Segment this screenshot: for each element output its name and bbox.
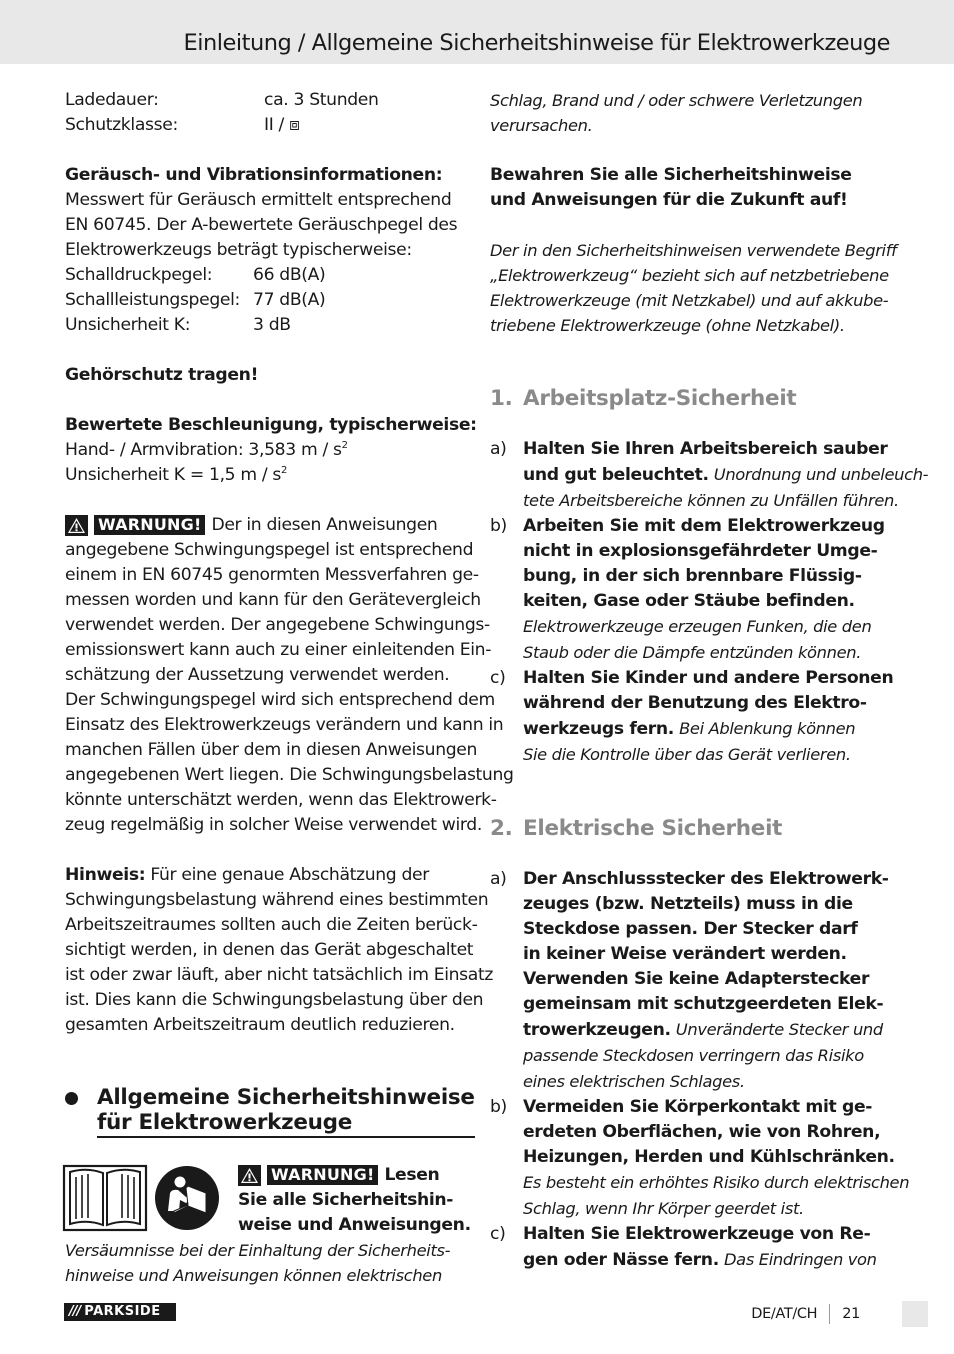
list-item-line [523, 992, 890, 1017]
list-item-line [523, 564, 890, 589]
bold-text: Halten Sie Ihren Arbeitsbereich sauber [523, 439, 888, 459]
text-line: angegebenen Wert liegen. Die Schwingungsbelastung [65, 765, 514, 785]
text-line: einem in EN 60745 genormten Messverfahren ge- [65, 565, 479, 585]
list-item-body [523, 1222, 890, 1273]
text-line: Schwingungsbelastung während eines bestimmten [65, 890, 489, 910]
spec-key: Unsicherheit K: [65, 315, 191, 335]
list-item-line [523, 640, 890, 666]
acceleration-heading: Bewertete Beschleunigung, typischerweise: [65, 415, 477, 435]
hint-paragraph [65, 888, 494, 1038]
spec-key: Schutzklasse: [65, 115, 178, 135]
bold-text: Steckdose passen. Der Stecker darf [523, 919, 858, 939]
list-item-line [523, 1247, 890, 1273]
bullet-dot [65, 1092, 78, 1105]
bold-text: Halten Sie Elektrowerkzeuge von Re- [523, 1224, 871, 1244]
text-line: Schlag, Brand und / oder schwere Verletzungen [490, 91, 863, 110]
spec-key: Schalldruckpegel: [65, 265, 213, 285]
list-item-label: b) [490, 516, 507, 536]
spec-value: 77 dB(A) [253, 290, 326, 310]
text-line: manchen Fällen über dem in diesen Anweisungen [65, 740, 478, 760]
text-line: Elektrowerkzeugs beträgt typischerweise: [65, 240, 412, 260]
list-item-body [523, 1095, 909, 1222]
workplace-safety-list [490, 437, 929, 768]
text-line: und Anweisungen für die Zukunft auf! [490, 190, 848, 210]
text-line: gesamten Arbeitszeitraum deutlich reduzieren. [65, 1015, 455, 1035]
parkside-logo: /// PARKSIDE [64, 1303, 176, 1321]
list-item-line [523, 1095, 909, 1120]
list-item [490, 666, 894, 768]
list-item-line [523, 1170, 909, 1196]
warning-paragraph-first: WARNUNG! Der in diesen Anweisungen [65, 513, 465, 538]
noise-values [65, 263, 465, 338]
list-item [490, 514, 890, 666]
section-heading-line1: Allgemeine Sicherheitshinweise [97, 1085, 475, 1110]
keep-instructions [490, 163, 890, 213]
list-item-line [523, 488, 928, 514]
hand-arm-vibration: Hand- / Armvibration: 3,583 m / $s^2$ [65, 440, 348, 460]
spec-key: Schallleistungspegel: [65, 290, 240, 310]
text-line: ist oder zwar läuft, aber nicht tatsächlich im Einsatz [65, 965, 494, 985]
italic-text: Unordnung und unbeleuch- [713, 465, 929, 484]
italic-text: Elektrowerkzeuge erzeugen Funken, die den [523, 617, 872, 636]
list-item-label: c) [490, 1224, 506, 1244]
bold-text: bung, in der sich brennbare Flüssig- [523, 566, 862, 586]
list-item-line [523, 1043, 890, 1069]
read-manual-icon [155, 1166, 219, 1230]
hint-paragraph-first: Hinweis: Für eine genaue Abschätzung der [65, 865, 429, 885]
spec-row [65, 88, 465, 113]
spec-value: 66 dB(A) [253, 265, 326, 285]
warning-label: WARNUNG! [267, 1165, 378, 1185]
region-codes: DE/AT/CH [751, 1306, 818, 1322]
spec-list [65, 88, 465, 138]
list-item-line [523, 539, 890, 564]
list-item [490, 1222, 890, 1273]
list-item-line [523, 1145, 909, 1170]
bold-text: gen oder Nässe fern. [523, 1250, 719, 1270]
page-title: Einleitung / Allgemeine Sicherheitshinweise für Elektrowerkzeuge [183, 30, 890, 56]
list-item-line [523, 742, 893, 768]
text-line: zeug regelmäßig in solcher Weise verwendet wird. [65, 815, 482, 835]
bold-text: Halten Sie Kinder und andere Personen [523, 668, 894, 688]
spec-value: 3 dB [253, 315, 291, 335]
spec-row [65, 313, 465, 338]
text-line: könnte unterschätzt werden, wenn das Elektrowerk- [65, 790, 497, 810]
page-number: 21 [842, 1306, 860, 1322]
text-line: Arbeitszeitraumes sollten auch die Zeiten berück- [65, 915, 478, 935]
list-item-line [523, 1120, 909, 1145]
italic-text: Staub oder die Dämpfe entzünden können. [523, 643, 862, 662]
spec-row [65, 288, 465, 313]
text-line: ist. Dies kann die Schwingungsbelastung über den [65, 990, 484, 1010]
section-heading-general-safety [65, 1085, 475, 1138]
bold-text: Heizungen, Herden und Kühlschränken. [523, 1147, 895, 1167]
list-item-line [523, 589, 890, 614]
electrical-safety-list [490, 867, 910, 1273]
text-line: hinweise und Anweisungen können elektrischen [65, 1266, 442, 1285]
text-line: schätzung der Aussetzung verwendet werden. [65, 665, 450, 685]
list-item-line [523, 1017, 890, 1043]
italic-text: Unveränderte Stecker und [675, 1020, 883, 1039]
hearing-protection-note: Gehörschutz tragen! [65, 365, 259, 385]
text-line: Einsatz des Elektrowerkzeugs verändern und kann in [65, 715, 504, 735]
list-item-line [523, 942, 890, 967]
spec-row [65, 263, 465, 288]
intro-paragraph [490, 88, 890, 138]
list-item-line [523, 514, 890, 539]
italic-text: Das Eindringen von [724, 1250, 877, 1269]
bold-text: erdeten Oberflächen, wie von Rohren, [523, 1122, 881, 1142]
italic-text: Es besteht ein erhöhtes Risiko durch elektrischen [523, 1173, 910, 1192]
list-item-line [523, 437, 928, 462]
list-item-line [523, 691, 893, 716]
text-line: emissionswert kann auch zu einer einleitenden Ein- [65, 640, 492, 660]
footer-divider [829, 1304, 830, 1324]
bold-text: nicht in explosionsgefährdeter Umge- [523, 541, 878, 561]
text-line: angegebene Schwingungspegel ist entsprechend [65, 540, 474, 560]
warning-triangle-icon [238, 1165, 261, 1186]
warning-label: WARNUNG! [94, 515, 205, 535]
bold-text: und gut beleuchtet. [523, 465, 709, 485]
list-item-line [523, 917, 890, 942]
safety-icons [62, 1163, 232, 1241]
read-instructions-warning: WARNUNG! Lesen Sie alle Sicherheitshin- weise und Anweisungen. [238, 1163, 478, 1238]
bold-text: trowerkzeugen. [523, 1020, 671, 1040]
bold-text: werkzeugs fern. [523, 719, 674, 739]
text-line: sichtigt werden, in denen das Gerät abgeschaltet [65, 940, 474, 960]
term-definition [490, 238, 897, 338]
warning-badge [65, 515, 205, 536]
text-line: Der Schwingungspegel wird sich entsprechend dem [65, 690, 495, 710]
list-item-line [523, 1222, 890, 1247]
text-line: EN 60745. Der A-bewertete Geräuschpegel des [65, 215, 458, 235]
list-item-body [523, 514, 890, 666]
list-item-body [523, 437, 928, 514]
text-line: „Elektrowerkzeug“ bezieht sich auf netzbetriebene [490, 266, 889, 285]
vibration-uncertainty: Unsicherheit K = 1,5 m / $s^2$ [65, 465, 288, 485]
manual-book-icon [64, 1166, 146, 1230]
warning-triangle-icon [65, 515, 88, 536]
list-item-line [523, 666, 893, 691]
bold-text: zeuges (bzw. Netzteils) muss in die [523, 894, 853, 914]
warning-badge [238, 1165, 378, 1186]
section-heading-electrical: 2. Elektrische Sicherheit [490, 816, 783, 841]
list-item-line [523, 1069, 890, 1095]
list-item-body [523, 666, 893, 768]
text-line: Versäumnisse bei der Einhaltung der Sicherheits- [65, 1241, 451, 1260]
closing-paragraph [65, 1238, 465, 1288]
list-item-label: b) [490, 1097, 507, 1117]
page-tab [902, 1301, 928, 1327]
text-line: Der in den Sicherheitshinweisen verwendete Begriff [490, 241, 897, 260]
bold-text: Arbeiten Sie mit dem Elektrowerkzeug [523, 516, 885, 536]
list-item-line [523, 867, 890, 892]
list-item [490, 867, 890, 1095]
italic-text: Sie die Kontrolle über das Gerät verlieren. [523, 745, 851, 764]
italic-text: Bei Ablenkung können [679, 719, 856, 738]
text-line: triebene Elektrowerkzeuge (ohne Netzkabel). [490, 316, 845, 335]
italic-text: tete Arbeitsbereiche können zu Unfällen führen. [523, 491, 899, 510]
text-line: Bewahren Sie alle Sicherheitshinweise [490, 165, 852, 185]
bold-text: keiten, Gase oder Stäube befinden. [523, 591, 855, 611]
list-item-line [523, 967, 890, 992]
noise-heading: Geräusch- und Vibrationsinformationen: [65, 165, 443, 185]
bold-text: gemeinsam mit schutzgeerdeten Elek- [523, 994, 884, 1014]
bold-text: in keiner Weise verändert werden. [523, 944, 847, 964]
warning-paragraph [65, 538, 514, 838]
list-item-line [523, 614, 890, 640]
text-line: Elektrowerkzeuge (mit Netzkabel) und auf akkube- [490, 291, 889, 310]
section-heading-workplace: 1. Arbeitsplatz-Sicherheit [490, 386, 797, 411]
spec-value: II / ⧈ [264, 115, 300, 135]
text-line: messen worden und kann für den Gerätevergleich [65, 590, 481, 610]
list-item-label: c) [490, 668, 506, 688]
spec-row [65, 113, 465, 138]
spec-value: ca. 3 Stunden [264, 90, 379, 110]
list-item-line [523, 716, 893, 742]
noise-text [65, 188, 465, 263]
list-item-line [523, 892, 890, 917]
list-item-label: a) [490, 439, 507, 459]
text-line: Sie alle Sicherheitshin- [238, 1190, 454, 1210]
section-heading-line2: für Elektrowerkzeuge [97, 1110, 475, 1138]
list-item-line [523, 1196, 909, 1222]
text-line: verwendet werden. Der angegebene Schwingungs- [65, 615, 490, 635]
bold-text: während der Benutzung des Elektro- [523, 693, 867, 713]
list-item-body [523, 867, 890, 1095]
page-footer [751, 1304, 860, 1324]
list-item [490, 437, 929, 514]
text-line: weise und Anweisungen. [238, 1215, 471, 1235]
text-line: verursachen. [490, 116, 593, 135]
bold-text: Der Anschlussstecker des Elektrowerk- [523, 869, 889, 889]
left-column [65, 88, 514, 1038]
italic-text: Schlag, wenn Ihr Körper geerdet ist. [523, 1199, 804, 1218]
list-item-label: a) [490, 869, 507, 889]
bold-text: Verwenden Sie keine Adapterstecker [523, 969, 870, 989]
spec-key: Ladedauer: [65, 90, 159, 110]
list-item [490, 1095, 910, 1222]
italic-text: passende Steckdosen verringern das Risiko [523, 1046, 864, 1065]
bold-text: Vermeiden Sie Körperkontakt mit ge- [523, 1097, 873, 1117]
right-column [490, 88, 929, 1273]
text-line: Messwert für Geräusch ermittelt entsprechend [65, 190, 452, 210]
italic-text: eines elektrischen Schlages. [523, 1072, 745, 1091]
list-item-line [523, 462, 928, 488]
